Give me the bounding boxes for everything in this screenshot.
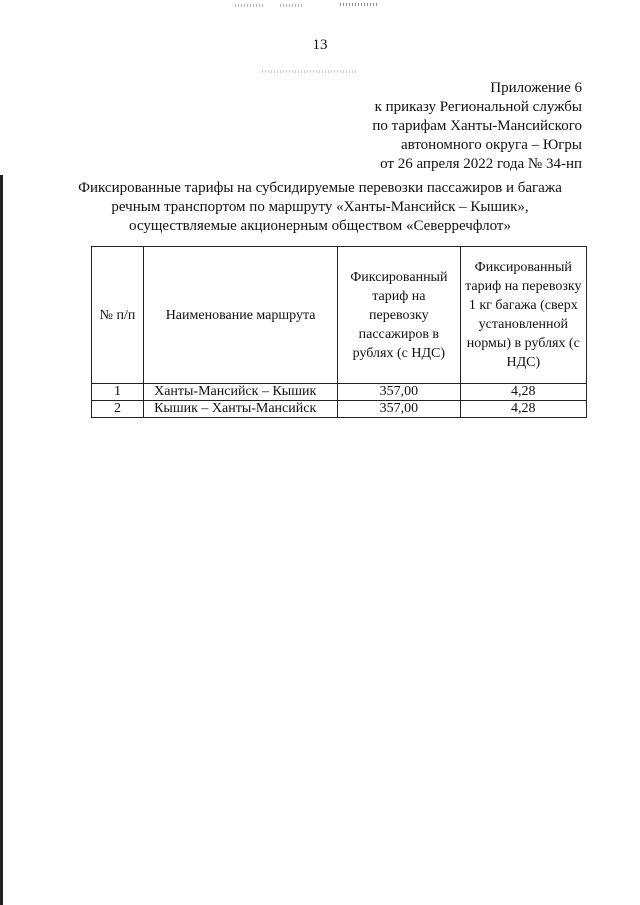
title-line: речным транспортом по маршруту «Ханты-Мансийск – Кышик», xyxy=(111,199,529,215)
table-row xyxy=(92,401,587,418)
row-baggage-tariff: 4,28 xyxy=(460,384,586,401)
header-route: Наименование маршрута xyxy=(144,247,338,384)
appendix-line: Приложение 6 xyxy=(490,80,582,96)
document-title xyxy=(0,179,640,236)
scan-noise-top xyxy=(235,4,265,7)
row-route: Кышик – Ханты-Мансийск xyxy=(144,401,338,418)
title-line: осуществляемые акционерным обществом «Северречфлот» xyxy=(129,218,511,234)
row-passenger-tariff: 357,00 xyxy=(338,384,461,401)
scan-noise-top xyxy=(280,4,302,7)
appendix-line: по тарифам Ханты-Мансийского xyxy=(372,118,582,134)
row-route: Ханты-Мансийск – Кышик xyxy=(144,384,338,401)
appendix-block xyxy=(372,79,582,174)
page-number: 13 xyxy=(312,37,328,53)
title-line: Фиксированные тарифы на субсидируемые перевозки пассажиров и багажа xyxy=(78,180,562,196)
header-baggage-tariff: Фиксированный тариф на перевозку 1 кг багажа (сверх установленной нормы) в рублях (с НДС) xyxy=(460,247,586,384)
row-passenger-tariff: 357,00 xyxy=(338,401,461,418)
header-num: № п/п xyxy=(92,247,144,384)
scan-noise-top xyxy=(262,70,357,73)
appendix-line: к приказу Региональной службы xyxy=(374,99,582,115)
appendix-line: от 26 апреля 2022 года № 34-нп xyxy=(380,156,582,172)
table-row xyxy=(92,384,587,401)
row-baggage-tariff: 4,28 xyxy=(460,401,586,418)
appendix-line: автономного округа – Югры xyxy=(400,137,582,153)
row-num: 2 xyxy=(92,401,144,418)
table-header-row xyxy=(92,247,587,384)
row-num: 1 xyxy=(92,384,144,401)
header-passenger-tariff: Фиксированный тариф на перевозку пассажиров в рублях (с НДС) xyxy=(338,247,461,384)
tariff-table xyxy=(91,246,587,418)
scan-noise-top xyxy=(340,3,378,6)
scan-edge-line xyxy=(0,175,3,905)
